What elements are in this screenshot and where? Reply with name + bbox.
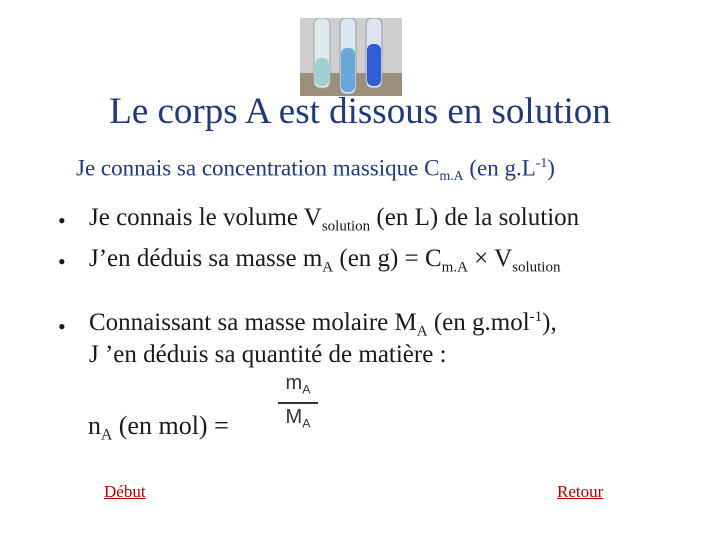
formula-lhs	[88, 411, 229, 444]
bullet-mass-times: × V	[467, 245, 513, 272]
retour-link[interactable]: Retour	[557, 482, 604, 501]
bullet-mass	[89, 245, 560, 276]
subtitle-sub: m.A	[439, 168, 464, 184]
test-tubes-image	[300, 18, 402, 96]
bullet-molar-text: Connaissant sa masse molaire M	[89, 309, 417, 336]
numerator-sub: A	[302, 382, 311, 397]
numerator-m: m	[285, 372, 303, 394]
bullet-molar-after: (en g.mol	[427, 309, 530, 336]
fraction-denominator	[276, 405, 320, 435]
formula-lhs-sub: A	[101, 426, 113, 444]
fraction-numerator	[276, 371, 320, 401]
bullet-mass-sub2: m.A	[441, 259, 468, 276]
fraction-bar	[278, 402, 318, 404]
bullet-mass-text: J’en déduis sa masse m	[89, 245, 323, 272]
bullet-mass-mid: (en g) = C	[333, 245, 442, 272]
bullet-molar-sup: -1	[529, 309, 543, 325]
debut-link[interactable]: Début	[104, 482, 146, 501]
formula-lhs-after: (en mol) =	[112, 411, 229, 440]
subtitle	[76, 155, 555, 184]
subtitle-after: (en g.L	[463, 155, 536, 181]
bullet-molar-line2: J ’en déduis sa quantité de matière :	[89, 341, 447, 368]
bullet-volume-sub: solution	[321, 218, 371, 235]
denominator-m: M	[285, 405, 303, 428]
bullet-volume-text: Je connais le volume V	[89, 204, 322, 231]
bullet-molar-end: ),	[542, 309, 557, 336]
bullet-point: •	[58, 249, 66, 274]
formula-fraction	[276, 371, 320, 435]
bullet-mass-sub1: A	[322, 259, 334, 276]
subtitle-end: )	[547, 155, 555, 181]
subtitle-text: Je connais sa concentration massique C	[76, 155, 440, 181]
formula-lhs-n: n	[88, 411, 101, 440]
bullet-molar-mass	[89, 309, 557, 340]
bullet-point: •	[58, 208, 66, 233]
bullet-molar-sub: A	[416, 323, 428, 340]
subtitle-sup: -1	[535, 155, 548, 170]
bullet-point: •	[58, 314, 66, 339]
bullet-mass-sub3: solution	[512, 259, 561, 276]
bullet-volume	[89, 204, 579, 235]
bullet-volume-after: (en L) de la solution	[370, 204, 580, 231]
denominator-sub: A	[302, 416, 311, 431]
page-title: Le corps A est dissous en solution	[109, 91, 611, 132]
